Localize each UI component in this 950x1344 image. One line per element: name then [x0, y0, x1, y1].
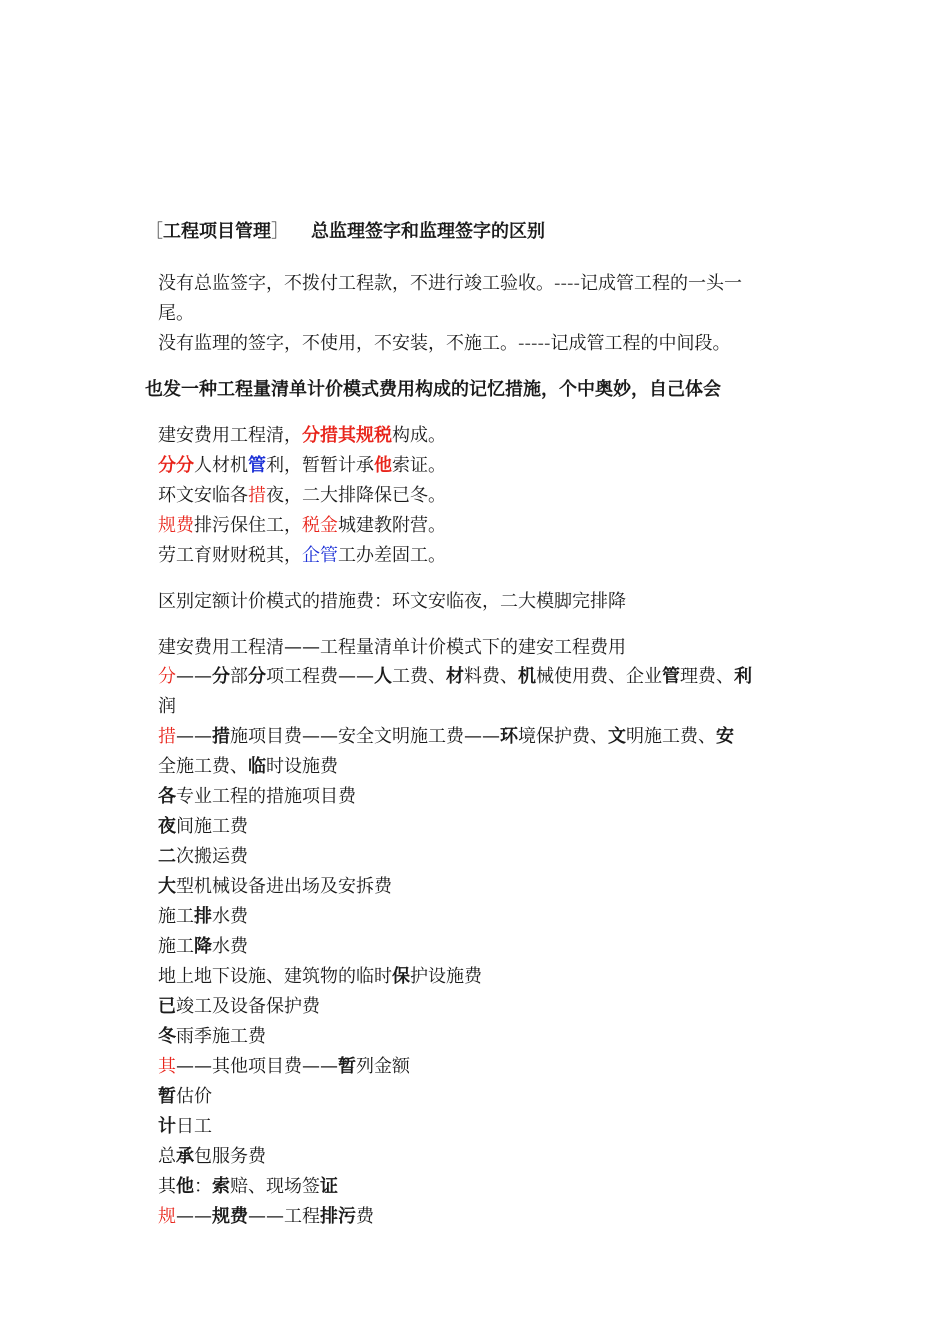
fen-line-cont [158, 692, 176, 722]
bold-char: 分 [212, 666, 230, 687]
text-span: 施工 [158, 906, 194, 927]
text-span: ——其他项目费—— [176, 1056, 338, 1077]
fen-line [158, 662, 752, 692]
item-line [158, 992, 320, 1022]
item-line [158, 1082, 212, 1112]
text-span: 次搬运费 [176, 846, 248, 867]
paragraph-line [158, 269, 742, 299]
section1-title [145, 217, 545, 247]
highlight-span: 他 [374, 455, 392, 476]
bold-char: 降 [194, 936, 212, 957]
bold-char: 他 [176, 1176, 194, 1197]
text-span: 劳工育财财税其， [158, 545, 302, 566]
title-bracket-close: ］ [271, 221, 289, 242]
text-span: 施工 [158, 936, 194, 957]
text-span: 估价 [176, 1086, 212, 1107]
text-span: 其 [158, 1176, 176, 1197]
bold-char: 机 [518, 666, 536, 687]
key-char: 规 [158, 1206, 176, 1227]
bold-char: 利 [734, 666, 752, 687]
poem-line [158, 451, 446, 481]
item-line [158, 1112, 212, 1142]
highlight-span: 税金 [302, 515, 338, 536]
note-line: 区别定额计价模式的措施费：环文安临夜，二大模脚完排降 [158, 591, 626, 612]
bold-char: 保 [392, 966, 410, 987]
title-bracket-open: ［ [145, 221, 163, 242]
text-span: 全施工费、 [158, 756, 248, 777]
text-span: 日工 [176, 1116, 212, 1137]
text-span: 环文安临各 [158, 485, 248, 506]
text-span: 地上地下设施、建筑物的临时 [158, 966, 392, 987]
poem-line [158, 511, 446, 541]
text-span: 人材机 [194, 455, 248, 476]
text-span: 专业工程的措施项目费 [176, 786, 356, 807]
text-span: —— [176, 726, 212, 747]
text-span: 明施工费、 [626, 726, 716, 747]
bold-char: 排 [194, 906, 212, 927]
text-span: 时设施费 [266, 756, 338, 777]
highlight-span: 管 [248, 455, 266, 476]
text-span: 间施工费 [176, 816, 248, 837]
text-span: 项工程费—— [266, 666, 374, 687]
cuo-line-cont [158, 752, 338, 782]
bold-char: 计 [158, 1116, 176, 1137]
text-span: 构成。 [392, 425, 446, 446]
bold-char: 夜 [158, 816, 176, 837]
item-line [158, 842, 248, 872]
bold-char: 管 [662, 666, 680, 687]
bold-char: 措 [212, 726, 230, 747]
bold-char: 证 [320, 1176, 338, 1197]
poem-line [158, 541, 446, 571]
text-span: 记成管工程的中间段。 [550, 333, 731, 354]
text-span: 水费 [212, 936, 248, 957]
gui-line [158, 1202, 374, 1232]
item-line [158, 782, 356, 812]
text-span: 赔、现场签 [230, 1176, 320, 1197]
text-span: 料费、 [464, 666, 518, 687]
bold-char: 承 [176, 1146, 194, 1167]
text-span: 列金额 [356, 1056, 410, 1077]
section2-title: 也发一种工程量清单计价模式费用构成的记忆措施，个中奥妙，自己体会 [145, 379, 721, 400]
text-span: 理费、 [680, 666, 734, 687]
item-line [158, 932, 248, 962]
poem-line [158, 481, 446, 511]
highlight-span: 分分 [158, 455, 194, 476]
text-span: 境保护费、 [518, 726, 608, 747]
highlight-span: 规费 [158, 515, 194, 536]
bold-char: 大 [158, 876, 176, 897]
text-span: 雨季施工费 [176, 1026, 266, 1047]
highlight-span: 分措其规税 [302, 425, 392, 446]
text-span: 记成管工程的一头一 [579, 273, 742, 294]
bold-char: 环 [500, 726, 518, 747]
text-span: 工费、 [392, 666, 446, 687]
text-span: 没有总监签字，不拨付工程款，不进行竣工验收。 [158, 273, 554, 294]
cuo-line [158, 722, 734, 752]
bold-char: 暂 [338, 1056, 356, 1077]
bold-char: 二 [158, 846, 176, 867]
text-span: 施项目费——安全文明施工费—— [230, 726, 500, 747]
highlight-span: 企管 [302, 545, 338, 566]
dash-span: ----- [518, 333, 551, 354]
bold-char: 排污 [320, 1206, 356, 1227]
text-span: 夜，二大排降保已冬。 [266, 485, 446, 506]
item-line [158, 1172, 338, 1202]
title-tag: 工程项目管理 [163, 221, 271, 242]
paragraph-line [158, 329, 730, 359]
bold-char: 安 [716, 726, 734, 747]
title-text: 总监理签字和监理签字的区别 [311, 221, 545, 242]
highlight-span: 措 [248, 485, 266, 506]
bold-char: 临 [248, 756, 266, 777]
text-span: 利，暂暂计承 [266, 455, 374, 476]
text-span: 建安费用工程清， [158, 425, 302, 446]
qi-line [158, 1052, 410, 1082]
text-span: ： [194, 1176, 212, 1197]
item-line [158, 872, 392, 902]
bold-char: 文 [608, 726, 626, 747]
text-span: 没有监理的签字，不使用，不安装，不施工。 [158, 333, 518, 354]
text-span: 索证。 [392, 455, 446, 476]
poem-line [158, 421, 446, 451]
bold-char: 规费 [212, 1206, 248, 1227]
text-span: 尾。 [158, 303, 194, 324]
item-line [158, 962, 482, 992]
intro-line: 建安费用工程清——工程量清单计价模式下的建安工程费用 [158, 637, 626, 658]
text-span: —— [176, 1206, 212, 1227]
text-span: 水费 [212, 906, 248, 927]
item-line [158, 902, 248, 932]
item-line [158, 812, 248, 842]
text-span: 城建教附营。 [338, 515, 446, 536]
bold-char: 各 [158, 786, 176, 807]
key-char: 措 [158, 726, 176, 747]
text-span: 械使用费、企业 [536, 666, 662, 687]
item-line [158, 1142, 266, 1172]
bold-char: 材 [446, 666, 464, 687]
text-span: 费 [356, 1206, 374, 1227]
text-span: 部 [230, 666, 248, 687]
text-span: 包服务费 [194, 1146, 266, 1167]
item-line [158, 1022, 266, 1052]
bold-char: 已 [158, 996, 176, 1017]
key-char: 其 [158, 1056, 176, 1077]
text-span: 护设施费 [410, 966, 482, 987]
text-span: ——工程 [248, 1206, 320, 1227]
bold-char: 冬 [158, 1026, 176, 1047]
text-span: —— [176, 666, 212, 687]
bold-char: 索 [212, 1176, 230, 1197]
text-span: 工办差固工。 [338, 545, 446, 566]
bold-char: 暂 [158, 1086, 176, 1107]
paragraph-line [158, 299, 194, 329]
text-span: 竣工及设备保护费 [176, 996, 320, 1017]
text-span: 型机械设备进出场及安拆费 [176, 876, 392, 897]
bold-char: 人 [374, 666, 392, 687]
text-span: 润 [158, 696, 176, 717]
bold-char: 分 [248, 666, 266, 687]
text-span: 总 [158, 1146, 176, 1167]
text-span: 排污保住工， [194, 515, 302, 536]
dash-span: ---- [554, 273, 580, 294]
key-char: 分 [158, 666, 176, 687]
